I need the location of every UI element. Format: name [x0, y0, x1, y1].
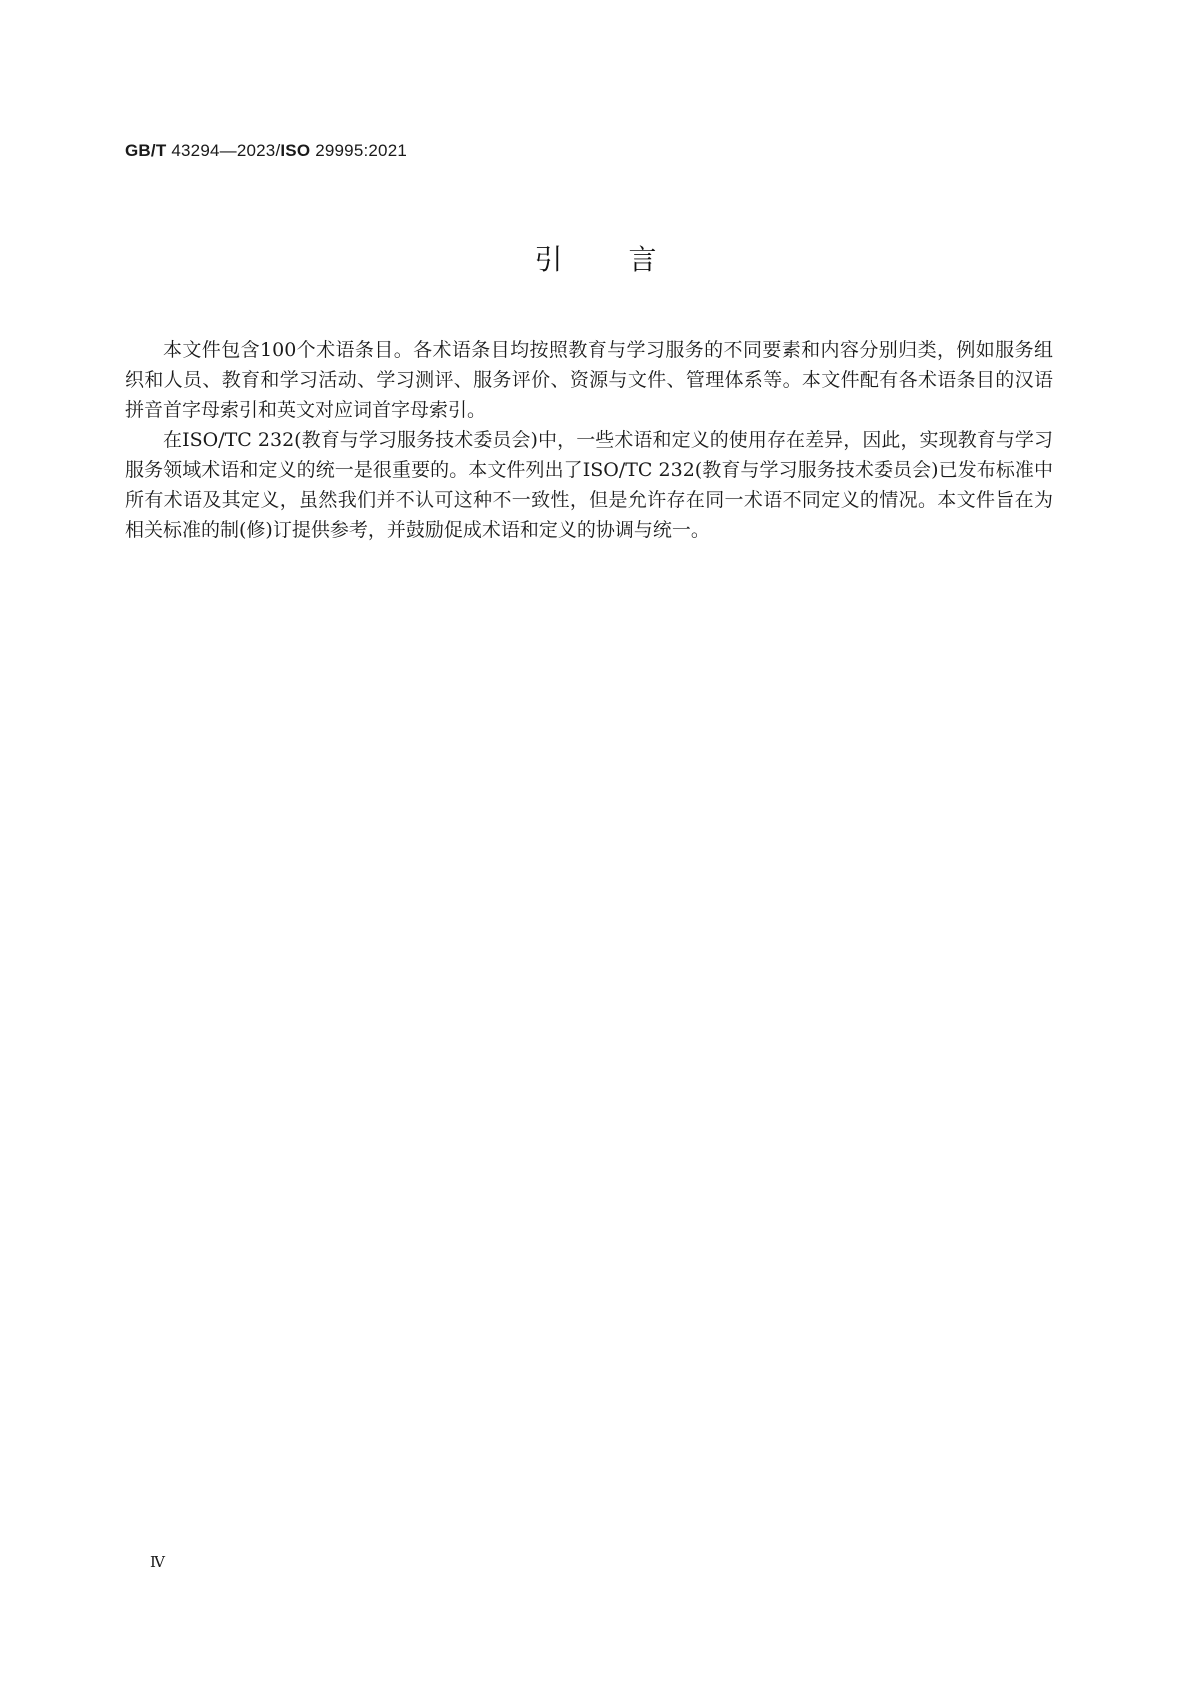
introduction-body	[125, 335, 1053, 545]
standard-code: GB/T	[125, 141, 167, 160]
page-title: 引言	[534, 243, 723, 276]
page-number: Ⅳ	[150, 1555, 165, 1571]
standard-header	[125, 141, 407, 161]
paragraph: 本文件包含100个术语条目。各术语条目均按照教育与学习服务的不同要素和内容分别归类，例如服务组织和人员、教育和学习活动、学习测评、服务评价、资源与文件、管理体系等。本文件配有各术语条目的汉语拼音首字母索引和英文对应词首字母索引。	[125, 339, 1053, 421]
standard-number: 43294—2023/	[171, 141, 281, 160]
iso-number: 29995:2021	[315, 141, 408, 160]
iso-code: ISO	[280, 141, 311, 160]
paragraph: 在ISO/TC 232(教育与学习服务技术委员会)中，一些术语和定义的使用存在差异，因此，实现教育与学习服务领域术语和定义的统一是很重要的。本文件列出了ISO/TC 232(教育与学习服务技术委员会)已发布标准中所有术语及其定义，虽然我们并不认可这种不一致性，但是允许存在同一术语不同定义的情况。本文件旨在为相关标准的制(修)订提供参考，并鼓励促成术语和定义的协调与统一。	[125, 429, 1053, 541]
